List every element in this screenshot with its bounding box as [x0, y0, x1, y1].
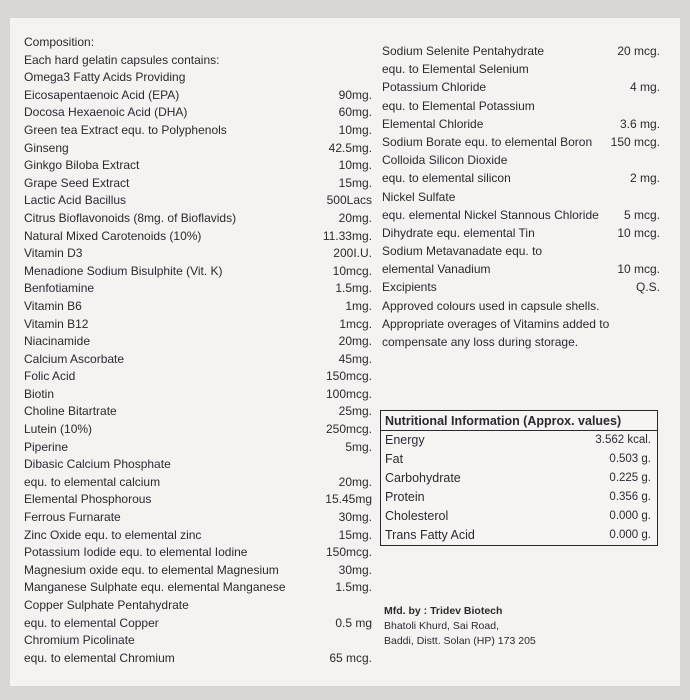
composition-item-value: 5mg. — [345, 439, 372, 454]
composition-item-value: 25mg. — [338, 404, 372, 419]
composition-item-value: 15mg. — [338, 527, 372, 542]
nutrition-row-label: Trans Fatty Acid — [385, 528, 475, 542]
composition-item-value: 5 mcg. — [623, 207, 660, 222]
composition-item-label: compensate any loss during storage. — [382, 335, 579, 349]
composition-left-column — [24, 34, 372, 667]
composition-item — [24, 474, 372, 492]
composition-item — [382, 315, 660, 333]
composition-item-label: Menadione Sodium Bisulphite (Vit. K) — [24, 263, 223, 278]
composition-item-label: Vitamin B12 — [24, 316, 89, 331]
composition-item-label: Elemental Phosphorous — [24, 492, 152, 507]
composition-right-column — [382, 42, 660, 351]
composition-item-value: 2 mg. — [629, 171, 660, 186]
composition-item-label: equ. to Elemental Selenium — [382, 62, 529, 77]
composition-item — [24, 527, 372, 545]
composition-item-value: 60mg. — [338, 105, 372, 120]
manufacturer-address-1: Bhatoli Khurd, Sai Road, — [384, 620, 499, 632]
composition-item — [382, 133, 660, 151]
composition-item-label: Magnesium oxide equ. to elemental Magnesium — [24, 562, 279, 577]
composition-item — [382, 188, 660, 206]
composition-item-label: Potassium Iodide equ. to elemental Iodine — [24, 545, 248, 560]
composition-item-value: 90mg. — [338, 87, 372, 102]
composition-item-value: 150mcg. — [325, 369, 372, 384]
composition-item-value: 20mg. — [338, 210, 372, 225]
composition-item-label: elemental Vanadium — [382, 262, 491, 277]
composition-item-label: Sodium Metavanadate equ. to — [382, 244, 543, 259]
composition-item — [382, 224, 660, 242]
composition-item-value: 10mg. — [338, 158, 372, 173]
nutrition-row-value: 0.356 g. — [609, 491, 651, 503]
composition-item-label: Elemental Chloride — [382, 116, 484, 131]
composition-item — [24, 263, 372, 281]
composition-item — [24, 421, 372, 439]
composition-item-label: Manganese Sulphate equ. elemental Manganese — [24, 580, 286, 595]
nutrition-row — [381, 431, 657, 450]
composition-item-label: Benfotiamine — [24, 281, 95, 296]
composition-item — [24, 140, 372, 158]
composition-item-value: 100mcg. — [325, 386, 372, 401]
composition-item — [382, 60, 660, 78]
composition-item-label: Biotin — [24, 386, 55, 401]
composition-item — [24, 34, 372, 52]
composition-item — [382, 42, 660, 60]
nutrition-row-value: 0.000 g. — [609, 510, 651, 522]
composition-item-value: 150mcg. — [325, 545, 372, 560]
composition-item — [24, 351, 372, 369]
composition-item-value: 20 mcg. — [617, 44, 660, 58]
composition-item-value: 30mg. — [338, 562, 372, 577]
composition-item-label: Nickel Sulfate — [382, 189, 456, 204]
composition-item — [382, 97, 660, 115]
composition-item — [24, 615, 372, 633]
composition-item — [382, 115, 660, 133]
composition-item-label: Appropriate overages of Vitamins added to — [382, 316, 610, 331]
composition-item — [382, 278, 660, 296]
composition-item-value: 10 mcg. — [617, 225, 660, 240]
composition-item — [24, 386, 372, 404]
composition-item-value: 10mg. — [338, 122, 372, 137]
composition-item-label: Docosa Hexaenoic Acid (DHA) — [24, 105, 188, 120]
composition-item-value: 1mcg. — [339, 316, 372, 331]
composition-item-label: Ginkgo Biloba Extract — [24, 158, 140, 173]
composition-item — [382, 333, 660, 351]
nutrition-rows — [381, 431, 657, 545]
composition-item — [382, 151, 660, 169]
composition-item — [24, 192, 372, 210]
composition-item — [24, 52, 372, 70]
composition-item — [24, 69, 372, 87]
composition-item-value: 11.33mg. — [322, 228, 372, 243]
composition-item — [382, 242, 660, 260]
nutrition-row-value: 3.562 kcal. — [595, 434, 651, 446]
composition-item — [24, 632, 372, 650]
composition-item-label: Approved colours used in capsule shells. — [382, 298, 600, 313]
composition-item — [24, 403, 372, 421]
composition-item-value: 200I.U. — [333, 246, 372, 261]
composition-item-value: 0.5 mg — [335, 615, 372, 630]
nutrition-table — [380, 410, 658, 546]
composition-item-label: Natural Mixed Carotenoids (10%) — [24, 228, 202, 243]
composition-item-value: 45mg. — [338, 351, 372, 366]
composition-item-value: Q.S. — [635, 280, 660, 295]
composition-item-label: Ginseng — [24, 140, 69, 155]
composition-item — [24, 368, 372, 386]
composition-item-value: 1.5mg. — [335, 281, 372, 296]
composition-item — [24, 544, 372, 562]
manufacturer-address-2: Baddi, Distt. Solan (HP) 173 205 — [384, 635, 536, 647]
composition-item-label: Niacinamide — [24, 334, 91, 349]
composition-item-label: Ferrous Furnarate — [24, 510, 121, 525]
nutrition-row-value: 0.000 g. — [609, 529, 651, 541]
composition-item-value: 20mg. — [338, 474, 372, 489]
composition-item-label: Lutein (10%) — [24, 422, 93, 437]
nutrition-row — [381, 450, 657, 469]
composition-item-label: Each hard gelatin capsules contains: — [24, 52, 220, 67]
composition-item — [382, 297, 660, 315]
composition-item — [24, 316, 372, 334]
nutrition-row-value: 0.503 g. — [609, 453, 651, 465]
composition-item — [24, 333, 372, 351]
composition-item-label: equ. to elemental Copper — [24, 615, 159, 630]
composition-item — [382, 169, 660, 187]
composition-item — [24, 509, 372, 527]
composition-item-label: equ. to elemental Chromium — [24, 650, 175, 665]
nutrition-row-label: Fat — [385, 452, 404, 466]
composition-item-label: Dihydrate equ. elemental Tin — [382, 225, 535, 240]
nutrition-row — [381, 469, 657, 488]
composition-item-label: Sodium Selenite Pentahydrate — [382, 44, 545, 58]
composition-item-label: equ. to Elemental Potassium — [382, 98, 535, 113]
composition-item-value: 1mg. — [345, 298, 372, 313]
composition-item-value: 3.6 mg. — [619, 116, 660, 131]
composition-item-value: 42.5mg. — [328, 140, 372, 155]
composition-item-label: equ. to elemental silicon — [382, 171, 511, 186]
composition-item-value: 1.5mg. — [335, 580, 372, 595]
composition-item-label: Citrus Bioflavonoids (8mg. of Bioflavids) — [24, 210, 237, 225]
composition-item-label: Zinc Oxide equ. to elemental zinc — [24, 527, 202, 542]
composition-item-label: Choline Bitartrate — [24, 404, 117, 419]
composition-item-value: 10mcg. — [332, 263, 372, 278]
composition-item-value: 20mg. — [338, 334, 372, 349]
composition-item-label: Lactic Acid Bacillus — [24, 193, 127, 208]
composition-item — [24, 175, 372, 193]
composition-item — [24, 491, 372, 509]
composition-item-value: 15mg. — [338, 175, 372, 190]
composition-item — [24, 562, 372, 580]
composition-item-label: Grape Seed Extract — [24, 175, 130, 190]
manufacturer-name: Mfd. by : Tridev Biotech — [384, 605, 503, 617]
composition-item — [382, 206, 660, 224]
composition-item-label: Chromium Picolinate — [24, 633, 135, 648]
composition-item-value: 10 mcg. — [617, 262, 660, 277]
composition-item — [24, 597, 372, 615]
composition-item-label: Vitamin B6 — [24, 298, 82, 313]
label-panel — [10, 18, 680, 686]
composition-item-label: Eicosapentaenoic Acid (EPA) — [24, 87, 180, 102]
nutrition-row-label: Carbohydrate — [385, 471, 461, 485]
composition-item-label: Potassium Chloride — [382, 80, 487, 95]
composition-item-value: 500Lacs — [326, 193, 372, 208]
nutrition-row-label: Protein — [385, 490, 425, 504]
composition-item-label: Sodium Borate equ. to elemental Boron — [382, 134, 593, 149]
composition-item — [24, 456, 372, 474]
composition-item — [24, 245, 372, 263]
composition-item — [24, 280, 372, 298]
composition-item — [382, 78, 660, 96]
nutrition-title: Nutritional Information (Approx. values) — [381, 411, 657, 431]
composition-item-label: Excipients — [382, 280, 437, 295]
composition-item-value: 15.45mg — [325, 492, 372, 507]
composition-item-value: 65 mcg. — [329, 650, 372, 665]
composition-item — [24, 298, 372, 316]
composition-item-label: equ. to elemental calcium — [24, 474, 161, 489]
composition-item — [24, 210, 372, 228]
composition-item — [24, 157, 372, 175]
composition-item — [24, 104, 372, 122]
composition-item-label: equ. elemental Nickel Stannous Chloride — [382, 207, 599, 222]
composition-item-value: 250mcg. — [325, 422, 372, 437]
composition-item-label: Folic Acid — [24, 369, 76, 384]
nutrition-row — [381, 507, 657, 526]
composition-item — [24, 87, 372, 105]
composition-item-value: 30mg. — [338, 510, 372, 525]
nutrition-row-value: 0.225 g. — [609, 472, 651, 484]
nutrition-row-label: Energy — [385, 433, 425, 447]
composition-item — [24, 579, 372, 597]
composition-item — [24, 439, 372, 457]
composition-item-label: Composition: — [24, 35, 95, 49]
composition-item — [382, 260, 660, 278]
composition-item-value: 4 mg. — [629, 80, 660, 95]
composition-item-label: Dibasic Calcium Phosphate — [24, 457, 171, 472]
composition-item-label: Piperine — [24, 439, 69, 454]
manufacturer-info — [384, 604, 536, 649]
composition-item-label: Omega3 Fatty Acids Providing — [24, 70, 186, 85]
nutrition-row — [381, 488, 657, 507]
nutrition-row-label: Cholesterol — [385, 509, 449, 523]
composition-item-label: Copper Sulphate Pentahydrate — [24, 598, 189, 612]
composition-item — [24, 122, 372, 140]
composition-item-label: Vitamin D3 — [24, 246, 83, 261]
nutrition-row — [381, 526, 657, 545]
composition-item-label: Green tea Extract equ. to Polyphenols — [24, 122, 227, 137]
composition-item-label: Colloida Silicon Dioxide — [382, 153, 508, 168]
composition-item-value: 150 mcg. — [610, 134, 660, 149]
composition-item-label: Calcium Ascorbate — [24, 351, 125, 366]
composition-item — [24, 650, 372, 668]
composition-item — [24, 228, 372, 246]
